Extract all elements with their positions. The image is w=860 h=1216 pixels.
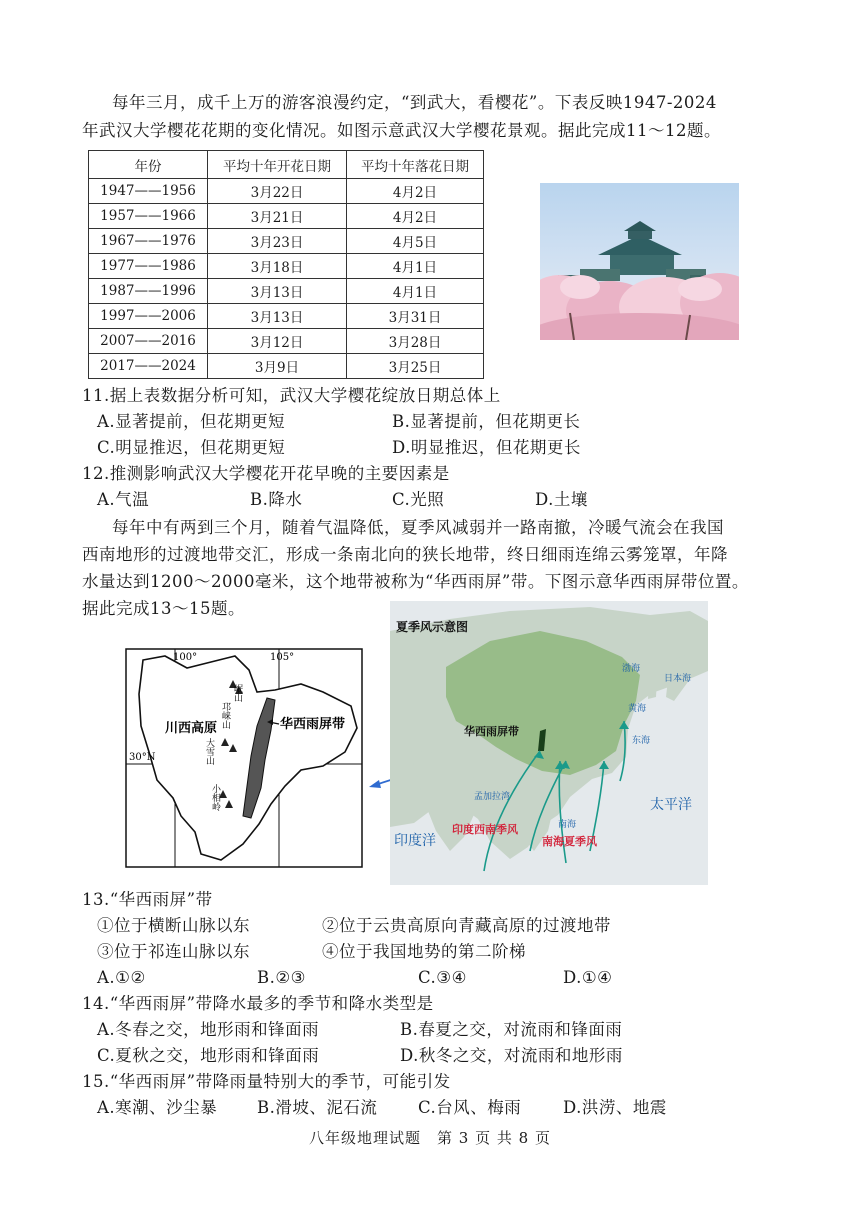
q13-statement-1: ①位于横断山脉以东 (97, 916, 250, 935)
table-header: 年份 (89, 151, 208, 179)
table-cell: 4月2日 (347, 204, 484, 229)
bloom-table (88, 150, 484, 379)
intro2-line4: 据此完成13～15题。 (82, 599, 245, 618)
q13-option-b: B.②③ (257, 968, 306, 987)
monsoon-label: 印度西南季风 (452, 823, 518, 836)
table-row (89, 179, 484, 204)
sea-label: 黄海 (628, 704, 647, 714)
table-cell: 3月13日 (208, 279, 347, 304)
intro2-line1: 每年中有两到三个月，随着气温降低，夏季风减弱并一路南撤，冷暖气流会在我国 (112, 518, 724, 537)
table-cell: 3月13日 (208, 304, 347, 329)
plateau-label: 川西高原 (165, 721, 218, 736)
q15-stem: 15.“华西雨屏”带降雨量特别大的季节，可能引发 (82, 1072, 451, 1091)
lat-label: 30°N (129, 752, 156, 763)
table-row (89, 354, 484, 379)
table-cell: 3月23日 (208, 229, 347, 254)
q14-option-c: C.夏秋之交，地形雨和锋面雨 (97, 1046, 320, 1065)
q11-option-c: C.明显推迟，但花期更短 (97, 438, 286, 457)
cherry-blossom-photo (540, 183, 739, 340)
intro1-line1: 每年三月，成千上万的游客浪漫约定，“到武大，看樱花”。下表反映1947-2024 (112, 93, 717, 112)
sea-label: 渤海 (622, 664, 641, 674)
ocean-label: 太平洋 (650, 797, 692, 813)
table-cell: 1977——1986 (89, 254, 208, 279)
q13-stem: 13.“华西雨屏”带 (82, 890, 213, 909)
q13-option-c: C.③④ (418, 968, 467, 987)
mountain-label: 小相岭 (210, 784, 220, 811)
table-cell: 2017——2024 (89, 354, 208, 379)
page-footer: 八年级地理试题 第 3 页 共 8 页 (309, 1129, 551, 1147)
table-row (89, 279, 484, 304)
q14-option-a: A.冬春之交，地形雨和锋面雨 (97, 1020, 320, 1039)
q13-option-a: A.①② (97, 968, 146, 987)
sichuan-region-map (125, 648, 363, 868)
lon-label: 105° (270, 652, 295, 663)
table-cell: 1957——1966 (89, 204, 208, 229)
q15-option-c: C.台风、梅雨 (418, 1098, 522, 1117)
mountain-label: 岷山 (232, 684, 242, 702)
table-cell: 3月25日 (347, 354, 484, 379)
q13-statement-3: ③位于祁连山脉以东 (97, 942, 250, 961)
q11-option-a: A.显著提前，但花期更短 (97, 412, 286, 431)
q12-option-b: B.降水 (250, 490, 303, 509)
table-row (89, 254, 484, 279)
table-cell: 4月1日 (347, 254, 484, 279)
mountain-label: 大雪山 (204, 738, 214, 765)
table-cell: 4月2日 (347, 179, 484, 204)
q14-option-d: D.秋冬之交，对流雨和地形雨 (400, 1046, 623, 1065)
table-cell: 3月22日 (208, 179, 347, 204)
q13-statement-2: ②位于云贵高原向青藏高原的过渡地带 (322, 916, 611, 935)
table-cell: 4月5日 (347, 229, 484, 254)
table-cell: 4月1日 (347, 279, 484, 304)
q15-option-b: B.滑坡、泥石流 (257, 1098, 378, 1117)
table-cell: 2007——2016 (89, 329, 208, 354)
mountain-label: 邛崃山 (220, 702, 230, 729)
q12-stem: 12.推测影响武汉大学樱花开花早晚的主要因素是 (82, 464, 450, 483)
intro1-line2: 年武汉大学樱花花期的变化情况。如图示意武汉大学樱花景观。据此完成11～12题。 (82, 121, 721, 140)
table-row (89, 329, 484, 354)
table-header-row (89, 151, 484, 179)
table-cell: 1987——1996 (89, 279, 208, 304)
q12-option-a: A.气温 (97, 490, 150, 509)
table-cell: 3月31日 (347, 304, 484, 329)
table-row (89, 304, 484, 329)
ocean-label: 印度洋 (394, 833, 436, 849)
summer-monsoon-map (390, 601, 708, 885)
table-cell: 3月21日 (208, 204, 347, 229)
table-cell: 3月9日 (208, 354, 347, 379)
q15-option-d: D.洪涝、地震 (563, 1098, 667, 1117)
table-header: 平均十年开花日期 (208, 151, 347, 179)
table-cell: 3月12日 (208, 329, 347, 354)
q15-option-a: A.寒潮、沙尘暴 (97, 1098, 218, 1117)
table-row (89, 229, 484, 254)
sea-label: 日本海 (664, 674, 692, 684)
rain-band-label: 华西雨屏带 (280, 717, 346, 732)
q14-stem: 14.“华西雨屏”带降水最多的季节和降水类型是 (82, 994, 434, 1013)
table-cell: 3月18日 (208, 254, 347, 279)
rain-band-label: 华西雨屏带 (464, 725, 519, 738)
q13-statement-4: ④位于我国地势的第二阶梯 (322, 942, 526, 961)
intro2-line3: 水量达到1200～2000毫米，这个地带被称为“华西雨屏”带。下图示意华西雨屏带位置。 (82, 572, 749, 591)
table-cell: 1967——1976 (89, 229, 208, 254)
q12-option-d: D.土壤 (535, 490, 588, 509)
q11-option-b: B.显著提前，但花期更长 (392, 412, 581, 431)
q11-option-d: D.明显推迟，但花期更长 (392, 438, 581, 457)
q14-option-b: B.春夏之交，对流雨和锋面雨 (400, 1020, 623, 1039)
sea-label: 孟加拉湾 (474, 792, 511, 802)
table-cell: 3月28日 (347, 329, 484, 354)
intro2-line2: 西南地形的过渡地带交汇，形成一条南北向的狭长地带，终日细雨连绵云雾笼罩，年降 (82, 545, 728, 564)
sea-label: 南海 (558, 820, 577, 830)
table-cell: 1997——2006 (89, 304, 208, 329)
q13-option-d: D.①④ (563, 968, 613, 987)
sea-label: 东海 (632, 736, 651, 746)
lon-label: 100° (173, 652, 198, 663)
monsoon-label: 南海夏季风 (542, 835, 597, 848)
map-title: 夏季风示意图 (396, 620, 469, 634)
table-header: 平均十年落花日期 (347, 151, 484, 179)
table-row (89, 204, 484, 229)
q12-option-c: C.光照 (392, 490, 445, 509)
table-cell: 1947——1956 (89, 179, 208, 204)
q11-stem: 11.据上表数据分析可知，武汉大学樱花绽放日期总体上 (82, 386, 501, 405)
